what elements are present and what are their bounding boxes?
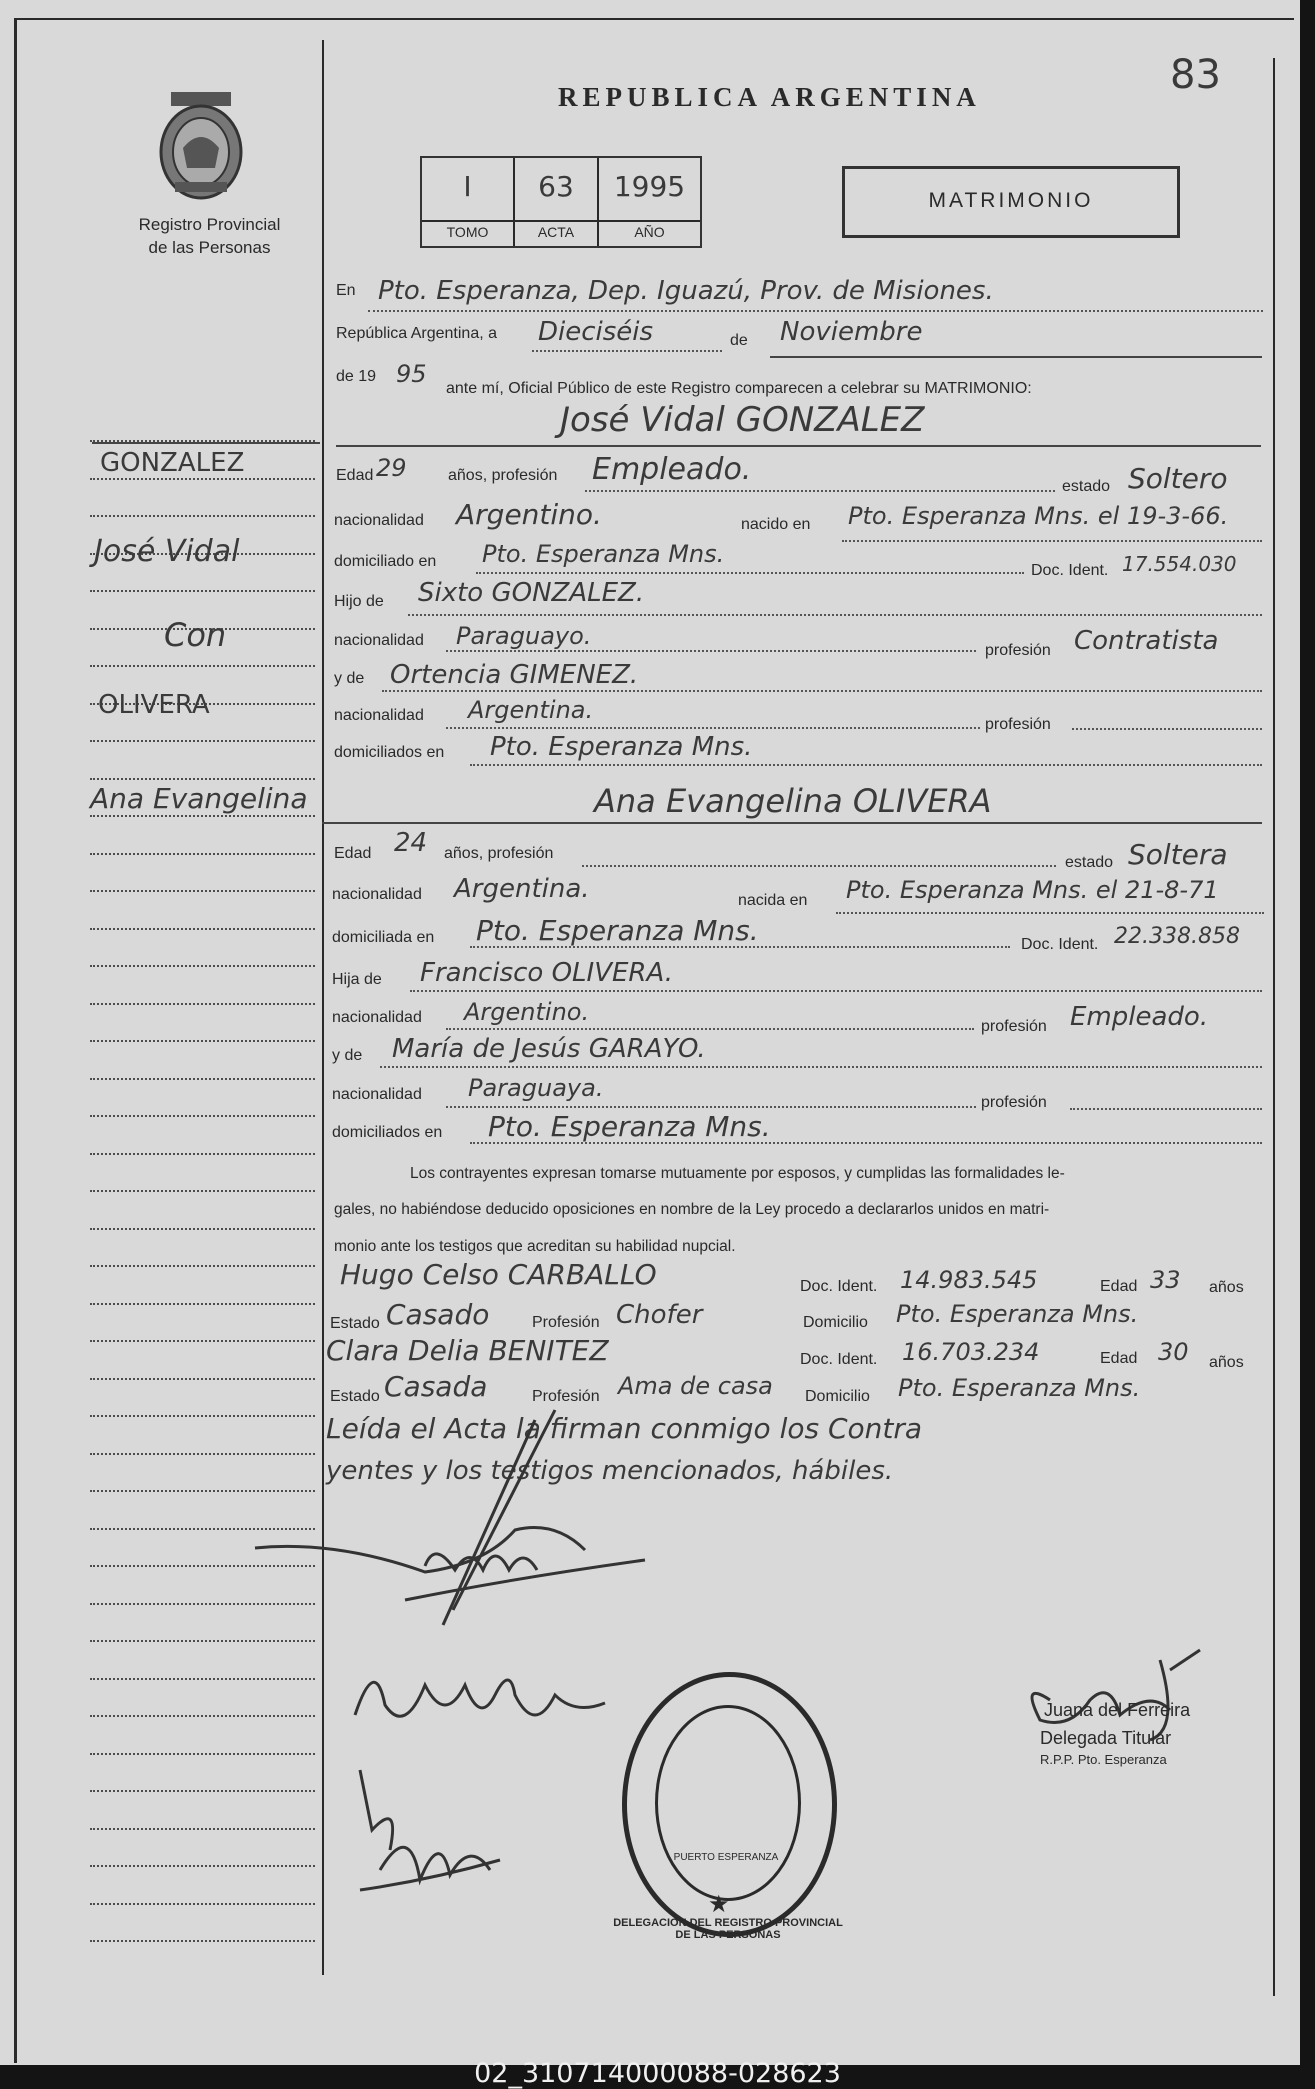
left-page-edge [14,18,17,2063]
margin-surname: GONZALEZ [100,448,245,478]
label-republica: República Argentina, a [336,325,497,342]
closing-line-2: yentes y los testigos mencionados, hábiles. [326,1456,894,1486]
groom-domicile: Pto. Esperanza Mns. [482,540,725,568]
margin-ruled-line [90,1040,315,1042]
margin-bride-name: Ana Evangelina [90,782,308,815]
margin-ruled-line [92,442,320,444]
groom-birthplace: Pto. Esperanza Mns. el 19-3-66. [848,502,1229,530]
witness-2-status: Casada [384,1370,488,1403]
entry-line [470,946,1010,948]
bride-mother: María de Jesús GARAYO. [392,1034,706,1064]
location-value: Pto. Esperanza, Dep. Iguazú, Prov. de Misiones. [378,276,994,306]
matrimonio-box [842,166,1180,238]
bride-age: 24 [394,828,428,858]
label-anos: años [1209,1279,1244,1296]
label-doc-ident-witness: Doc. Ident. [800,1278,878,1295]
margin-ruled-line [90,815,315,817]
scan-id: 02_310714000088-028623 [474,2058,841,2089]
witness-1-status: Casado [386,1298,490,1331]
bride-parents-domicile: Pto. Esperanza Mns. [488,1110,771,1143]
label-de19: de 19 [336,368,377,385]
groom-father: Sixto GONZALEZ. [418,578,645,608]
page-number: 83 [1170,52,1221,98]
right-border [1273,58,1275,1996]
margin-ruled-line [90,1078,315,1080]
label-nacionalidad: nacionalidad [334,707,424,724]
margin-ruled-line [90,1115,315,1117]
seal-inner-text: PUERTO ESPERANZA [673,1852,779,1863]
entry-line [410,990,1262,992]
groom-nationality: Argentino. [456,498,602,531]
ano-label: AÑO [634,224,665,240]
label-estado-witness: Estado [330,1388,380,1405]
entry-line [470,764,1262,766]
entry-line [380,1066,1262,1068]
bride-birthplace: Pto. Esperanza Mns. el 21-8-71 [846,876,1219,904]
formal-text-line-2: gales, no habiéndose deducido oposiciones en nombre de la Ley procedo a declararlos unidos en matri- [334,1201,1050,1218]
groom-name: José Vidal GONZALEZ [560,400,925,440]
margin-ruled-line [90,1940,315,1942]
margin-bride-surname: OLIVERA [98,690,210,720]
groom-parents-domicile: Pto. Esperanza Mns. [490,732,753,762]
seal-text: DELEGACION DEL REGISTRO PROVINCIAL DE LAS PERSONAS [613,1917,843,1941]
margin-ruled-line [90,1790,315,1792]
margin-ruled-line [90,965,315,967]
margin-ruled-line [90,1340,315,1342]
entry-line [476,572,1024,574]
margin-ruled-line [90,515,315,517]
bride-domicile: Pto. Esperanza Mns. [476,914,759,947]
day-value: Dieciséis [538,317,654,347]
margin-ruled-line [90,1378,315,1380]
label-nacido-en: nacido en [741,516,811,533]
label-profesion-witness: Profesión [532,1388,600,1405]
entry-line [836,912,1264,914]
margin-ruled-line [90,1153,315,1155]
label-domiciliados-en: domiciliados en [332,1124,443,1141]
label-y-de: y de [334,670,365,687]
witness-1-age: 33 [1150,1266,1181,1294]
official-title: Delegada Titular [1040,1728,1172,1748]
entry-line [582,865,1056,867]
witness-2-doc: 16.703.234 [902,1338,1040,1366]
document-type-title: MATRIMONIO [928,189,1094,212]
margin-ruled-line [90,890,315,892]
margin-ruled-line [90,665,315,667]
closing-line-1: Leída el Acta la firman conmigo los Contra [326,1412,923,1445]
groom-mother-nationality: Argentina. [468,696,594,724]
entry-line [446,1106,976,1108]
label-estado: estado [1065,854,1114,871]
entry-line [1070,1108,1262,1110]
entry-line [446,1028,974,1030]
year-suffix-value: 95 [396,360,427,388]
registry-line-1: Registro Provincial [138,215,281,234]
bride-status: Soltera [1128,838,1228,871]
bride-father-profession: Empleado. [1070,1002,1209,1032]
record-number-box [420,156,702,248]
acta-value: 63 [538,170,574,203]
label-profesion: profesión [981,1018,1047,1035]
margin-ruled-line [90,1228,315,1230]
top-border [14,18,1294,20]
witness-1-profession: Chofer [616,1300,703,1330]
ano-value: 1995 [613,170,686,203]
margin-ruled-line [90,778,315,780]
formal-text-line-1: Los contrayentes expresan tomarse mutuamente por esposos, y cumplidas las formalidades le- [410,1165,1065,1182]
entry-line [1072,728,1262,730]
entry-line [470,1142,1262,1144]
label-domicilio: Domicilio [805,1388,870,1405]
official-name: Juana del Ferreira [1044,1700,1191,1720]
groom-age: 29 [376,454,407,482]
groom-signature [225,1400,705,1640]
registry-line-2: de las Personas [148,238,271,257]
formal-text-line-3: monio ante los testigos que acreditan su habilidad nupcial. [334,1238,736,1255]
acta-label: ACTA [537,224,575,240]
groom-profession: Empleado. [592,452,752,487]
bride-nationality: Argentina. [454,874,590,904]
label-doc-ident: Doc. Ident. [1031,562,1109,579]
label-hija-de: Hija de [332,971,382,988]
margin-ruled-line [90,590,315,592]
label-anos-profesion: años, profesión [448,467,558,484]
label-hijo-de: Hijo de [334,593,384,610]
witness-2-domicile: Pto. Esperanza Mns. [898,1374,1141,1402]
label-y-de: y de [332,1047,363,1064]
groom-doc: 17.554.030 [1122,552,1237,576]
label-estado: estado [1062,478,1111,495]
label-domiciliados-en: domiciliados en [334,744,445,761]
margin-ruled-line [90,1265,315,1267]
label-profesion: profesión [985,642,1051,659]
entry-line [368,310,1263,312]
country-title: REPUBLICA ARGENTINA [558,82,981,112]
label-anos: años [1209,1354,1244,1371]
label-doc-ident-witness: Doc. Ident. [800,1351,878,1368]
margin-ruled-line [90,1865,315,1867]
label-profesion-witness: Profesión [532,1314,600,1331]
margin-ruled-line [90,1678,315,1680]
month-value: Noviembre [780,317,923,347]
bride-mother-nationality: Paraguaya. [468,1074,604,1102]
label-ante: ante mí, Oficial Público de este Registro comparecen a celebrar su MATRIMONIO: [446,380,1032,397]
margin-ruled-line [90,1753,315,1755]
entry-line [770,356,1262,358]
margin-ruled-line [90,928,315,930]
label-profesion: profesión [981,1094,1047,1111]
entry-line [336,445,1261,447]
label-nacionalidad: nacionalidad [332,1086,422,1103]
label-nacionalidad: nacionalidad [332,1009,422,1026]
label-profesion: profesión [985,716,1051,733]
label-doc-ident: Doc. Ident. [1021,936,1099,953]
provincial-emblem-icon [157,90,245,202]
margin-ruled-line [90,1003,315,1005]
label-edad: Edad [334,845,372,862]
bride-doc: 22.338.858 [1114,924,1240,949]
witness-2-name: Clara Delia BENITEZ [326,1334,609,1367]
tomo-value: I [463,170,472,203]
groom-mother: Ortencia GIMENEZ. [390,660,639,690]
margin-con: Con [164,616,227,654]
bride-signature [345,1655,625,1745]
margin-ruled-line [90,1903,315,1905]
label-edad-witness: Edad [1100,1278,1138,1295]
entry-line [446,650,976,652]
label-nacionalidad: nacionalidad [334,512,424,529]
groom-father-profession: Contratista [1074,626,1219,656]
seal-star-icon: ★ [708,1891,730,1918]
entry-line [382,690,1262,692]
witness-2-profession: Ama de casa [618,1372,773,1400]
label-en: En [336,282,356,299]
entry-line [842,540,1262,542]
label-nacida-en: nacida en [738,892,808,909]
box-divider [422,220,700,222]
groom-status: Soltero [1128,462,1228,495]
witness-2-age: 30 [1158,1338,1189,1366]
label-de: de [730,332,748,349]
label-edad: Edad [336,467,374,484]
label-edad-witness: Edad [1100,1350,1138,1367]
margin-ruled-line [90,1303,315,1305]
official-office: R.P.P. Pto. Esperanza [1040,1752,1167,1767]
label-domicilio: Domicilio [803,1314,868,1331]
entry-line [532,350,722,352]
witness-signature [350,1760,510,1900]
witness-1-domicile: Pto. Esperanza Mns. [896,1300,1139,1328]
label-domiciliada-en: domiciliada en [332,929,435,946]
groom-father-nationality: Paraguayo. [456,622,592,650]
bride-father: Francisco OLIVERA. [420,958,674,988]
margin-ruled-line [90,1828,315,1830]
label-anos-profesion: años, profesión [444,845,554,862]
label-estado-witness: Estado [330,1315,380,1332]
margin-ruled-line [90,1640,315,1642]
bride-name: Ana Evangelina OLIVERA [594,782,992,820]
label-nacionalidad: nacionalidad [334,632,424,649]
label-domiciliado-en: domiciliado en [334,553,437,570]
entry-line [322,822,1262,824]
label-nacionalidad: nacionalidad [332,886,422,903]
margin-ruled-line [90,1715,315,1717]
tomo-label: TOMO [446,224,489,240]
witness-1-doc: 14.983.545 [900,1266,1038,1294]
margin-ruled-line [90,1190,315,1192]
entry-line [446,727,980,729]
margin-ruled-line [90,853,315,855]
entry-line [408,614,1262,616]
entry-line [585,490,1055,492]
seal-inner-ring [655,1705,801,1901]
witness-1-name: Hugo Celso CARBALLO [340,1258,657,1291]
bride-father-nationality: Argentino. [464,998,590,1026]
margin-ruled-line [90,740,315,742]
margin-name: José Vidal [94,534,240,569]
margin-divider [322,40,324,1975]
